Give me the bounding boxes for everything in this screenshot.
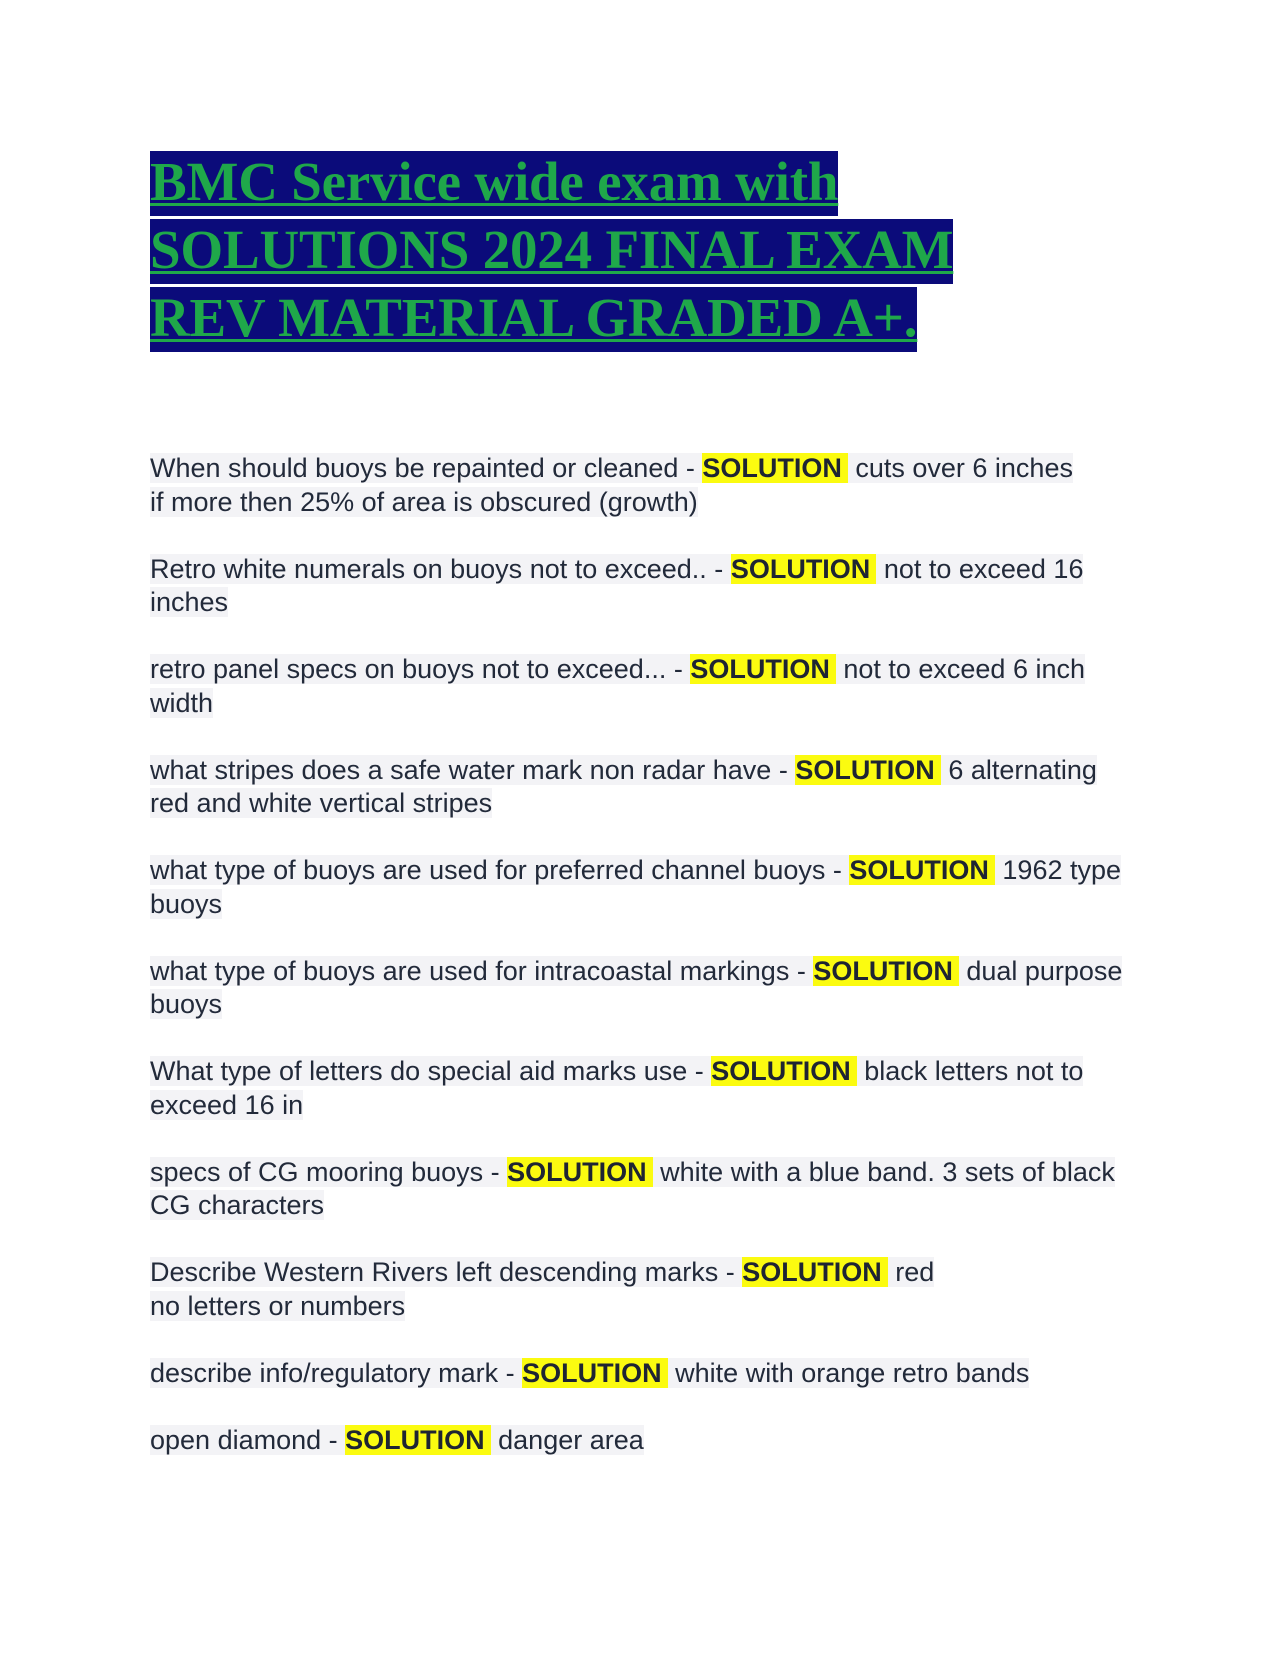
solution-label: SOLUTION [507,1157,653,1187]
qa-answer: 1962 type buoys [150,855,1122,919]
qa-question: Describe Western Rivers left descending marks - [150,1257,743,1287]
title-line-3: REV MATERIAL GRADED A+. [150,287,917,352]
qa-answer: red [887,1257,935,1287]
qa-answer: dual purpose buoys [150,955,1123,1019]
qa-item [150,653,1130,720]
solution-label: SOLUTION [690,654,836,684]
qa-question: what type of buoys are used for intracoastal markings - [150,955,814,986]
qa-item [150,1256,1130,1323]
solution-label: SOLUTION [702,453,848,483]
qa-answer: white with orange retro bands [667,1357,1030,1388]
qa-question: When should buoys be repainted or cleaned - [150,453,703,483]
qa-question: specs of CG mooring buoys - [150,1156,508,1187]
solution-label: SOLUTION [742,1257,888,1287]
title-line-1: BMC Service wide exam with [150,151,838,216]
title-line-2: SOLUTIONS 2024 FINAL EXAM [150,219,953,284]
qa-item [150,452,1130,519]
solution-label: SOLUTION [731,554,877,584]
solution-label: SOLUTION [345,1425,491,1455]
qa-answer: not to exceed 6 inch width [150,654,1085,718]
qa-item [150,1424,1130,1458]
qa-question: what type of buoys are used for preferred channel buoys - [150,855,850,885]
qa-item [150,553,1130,620]
solution-label: SOLUTION [711,1056,857,1086]
qa-answer: 6 alternating red and white vertical stripes [150,754,1097,818]
solution-label: SOLUTION [795,755,941,785]
qa-item [150,854,1130,921]
qa-item [150,1156,1130,1223]
qa-answer: white with a blue band. 3 sets of black CG characters [150,1156,1115,1220]
qa-answer: danger area [490,1424,644,1455]
qa-answer: no letters or numbers [150,1290,406,1321]
solution-label: SOLUTION [849,855,995,885]
solution-label: SOLUTION [813,956,959,986]
qa-question: open diamond - [150,1424,346,1455]
qa-question: what stripes does a safe water mark non radar have - [150,754,796,785]
qa-question: describe info/regulatory mark - [150,1357,523,1388]
qa-item [150,754,1130,821]
qa-answer: black letters not to exceed 16 in [150,1056,1084,1120]
qa-question: Retro white numerals on buoys not to exceed.. - [150,553,731,584]
qa-list [150,452,1130,1491]
qa-question: What type of letters do special aid marks use - [150,1056,712,1086]
qa-item [150,1055,1130,1122]
qa-answer: cuts over 6 inches [847,453,1073,483]
solution-label: SOLUTION [522,1358,668,1388]
qa-answer: not to exceed 16 inches [150,553,1084,617]
qa-item [150,1357,1130,1391]
qa-answer: if more then 25% of area is obscured (growth) [150,486,698,517]
document-title [150,148,1050,352]
qa-item [150,955,1130,1022]
qa-question: retro panel specs on buoys not to exceed... - [150,654,691,684]
